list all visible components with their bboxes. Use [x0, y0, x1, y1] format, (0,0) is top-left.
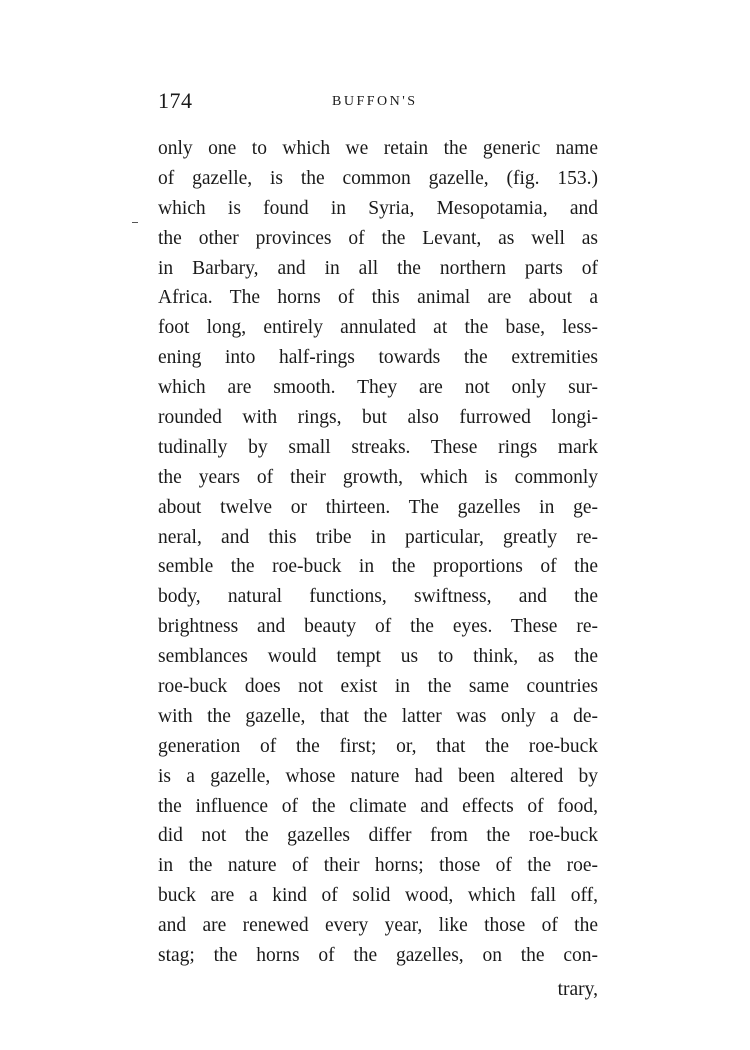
page-header [158, 88, 598, 120]
text-line: and are renewed every year, like those of the [158, 915, 598, 937]
text-line: did not the gazelles differ from the roe-buck [158, 825, 598, 847]
text-line: buck are a kind of solid wood, which fall off, [158, 885, 598, 907]
text-line: Africa. The horns of this animal are about a [158, 287, 598, 309]
text-line: generation of the first; or, that the roe-buck [158, 735, 598, 757]
body-text [158, 134, 598, 1005]
text-line: in Barbary, and in all the northern parts of [158, 257, 598, 279]
text-line: body, natural functions, swiftness, and the [158, 586, 598, 608]
text-line: ening into half-rings towards the extremities [158, 347, 598, 369]
text-line: is a gazelle, whose nature had been altered by [158, 765, 598, 787]
text-line: stag; the horns of the gazelles, on the con- [158, 945, 598, 967]
text-line: foot long, entirely annulated at the base, less- [158, 317, 598, 339]
text-line: which is found in Syria, Mesopotamia, and [158, 197, 598, 219]
text-line: only one to which we retain the generic name [158, 138, 598, 159]
text-line: the other provinces of the Levant, as well as [158, 227, 598, 249]
text-line: in the nature of their horns; those of the roe- [158, 855, 598, 877]
text-line: the influence of the climate and effects of food, [158, 795, 598, 817]
text-line: roe-buck does not exist in the same countries [158, 676, 598, 698]
text-line: semblances would tempt us to think, as the [158, 646, 598, 668]
running-head: BUFFON'S [332, 94, 418, 109]
margin-mark [132, 222, 138, 223]
text-line: rounded with rings, but also furrowed longi- [158, 407, 598, 429]
text-line: about twelve or thirteen. The gazelles in ge- [158, 496, 598, 518]
page-number: 174 [158, 88, 193, 113]
text-line: brightness and beauty of the eyes. These re- [158, 616, 598, 638]
text-line: semble the roe-buck in the proportions of the [158, 556, 598, 578]
text-line: of gazelle, is the common gazelle, (fig. 153.) [158, 167, 598, 189]
text-line: the years of their growth, which is commonly [158, 466, 598, 488]
catchword: trary, [557, 978, 598, 1000]
text-line: with the gazelle, that the latter was only a de- [158, 705, 598, 727]
text-line: tudinally by small streaks. These rings mark [158, 436, 598, 458]
text-line: which are smooth. They are not only sur- [158, 377, 598, 399]
text-line: neral, and this tribe in particular, greatly re- [158, 526, 598, 548]
